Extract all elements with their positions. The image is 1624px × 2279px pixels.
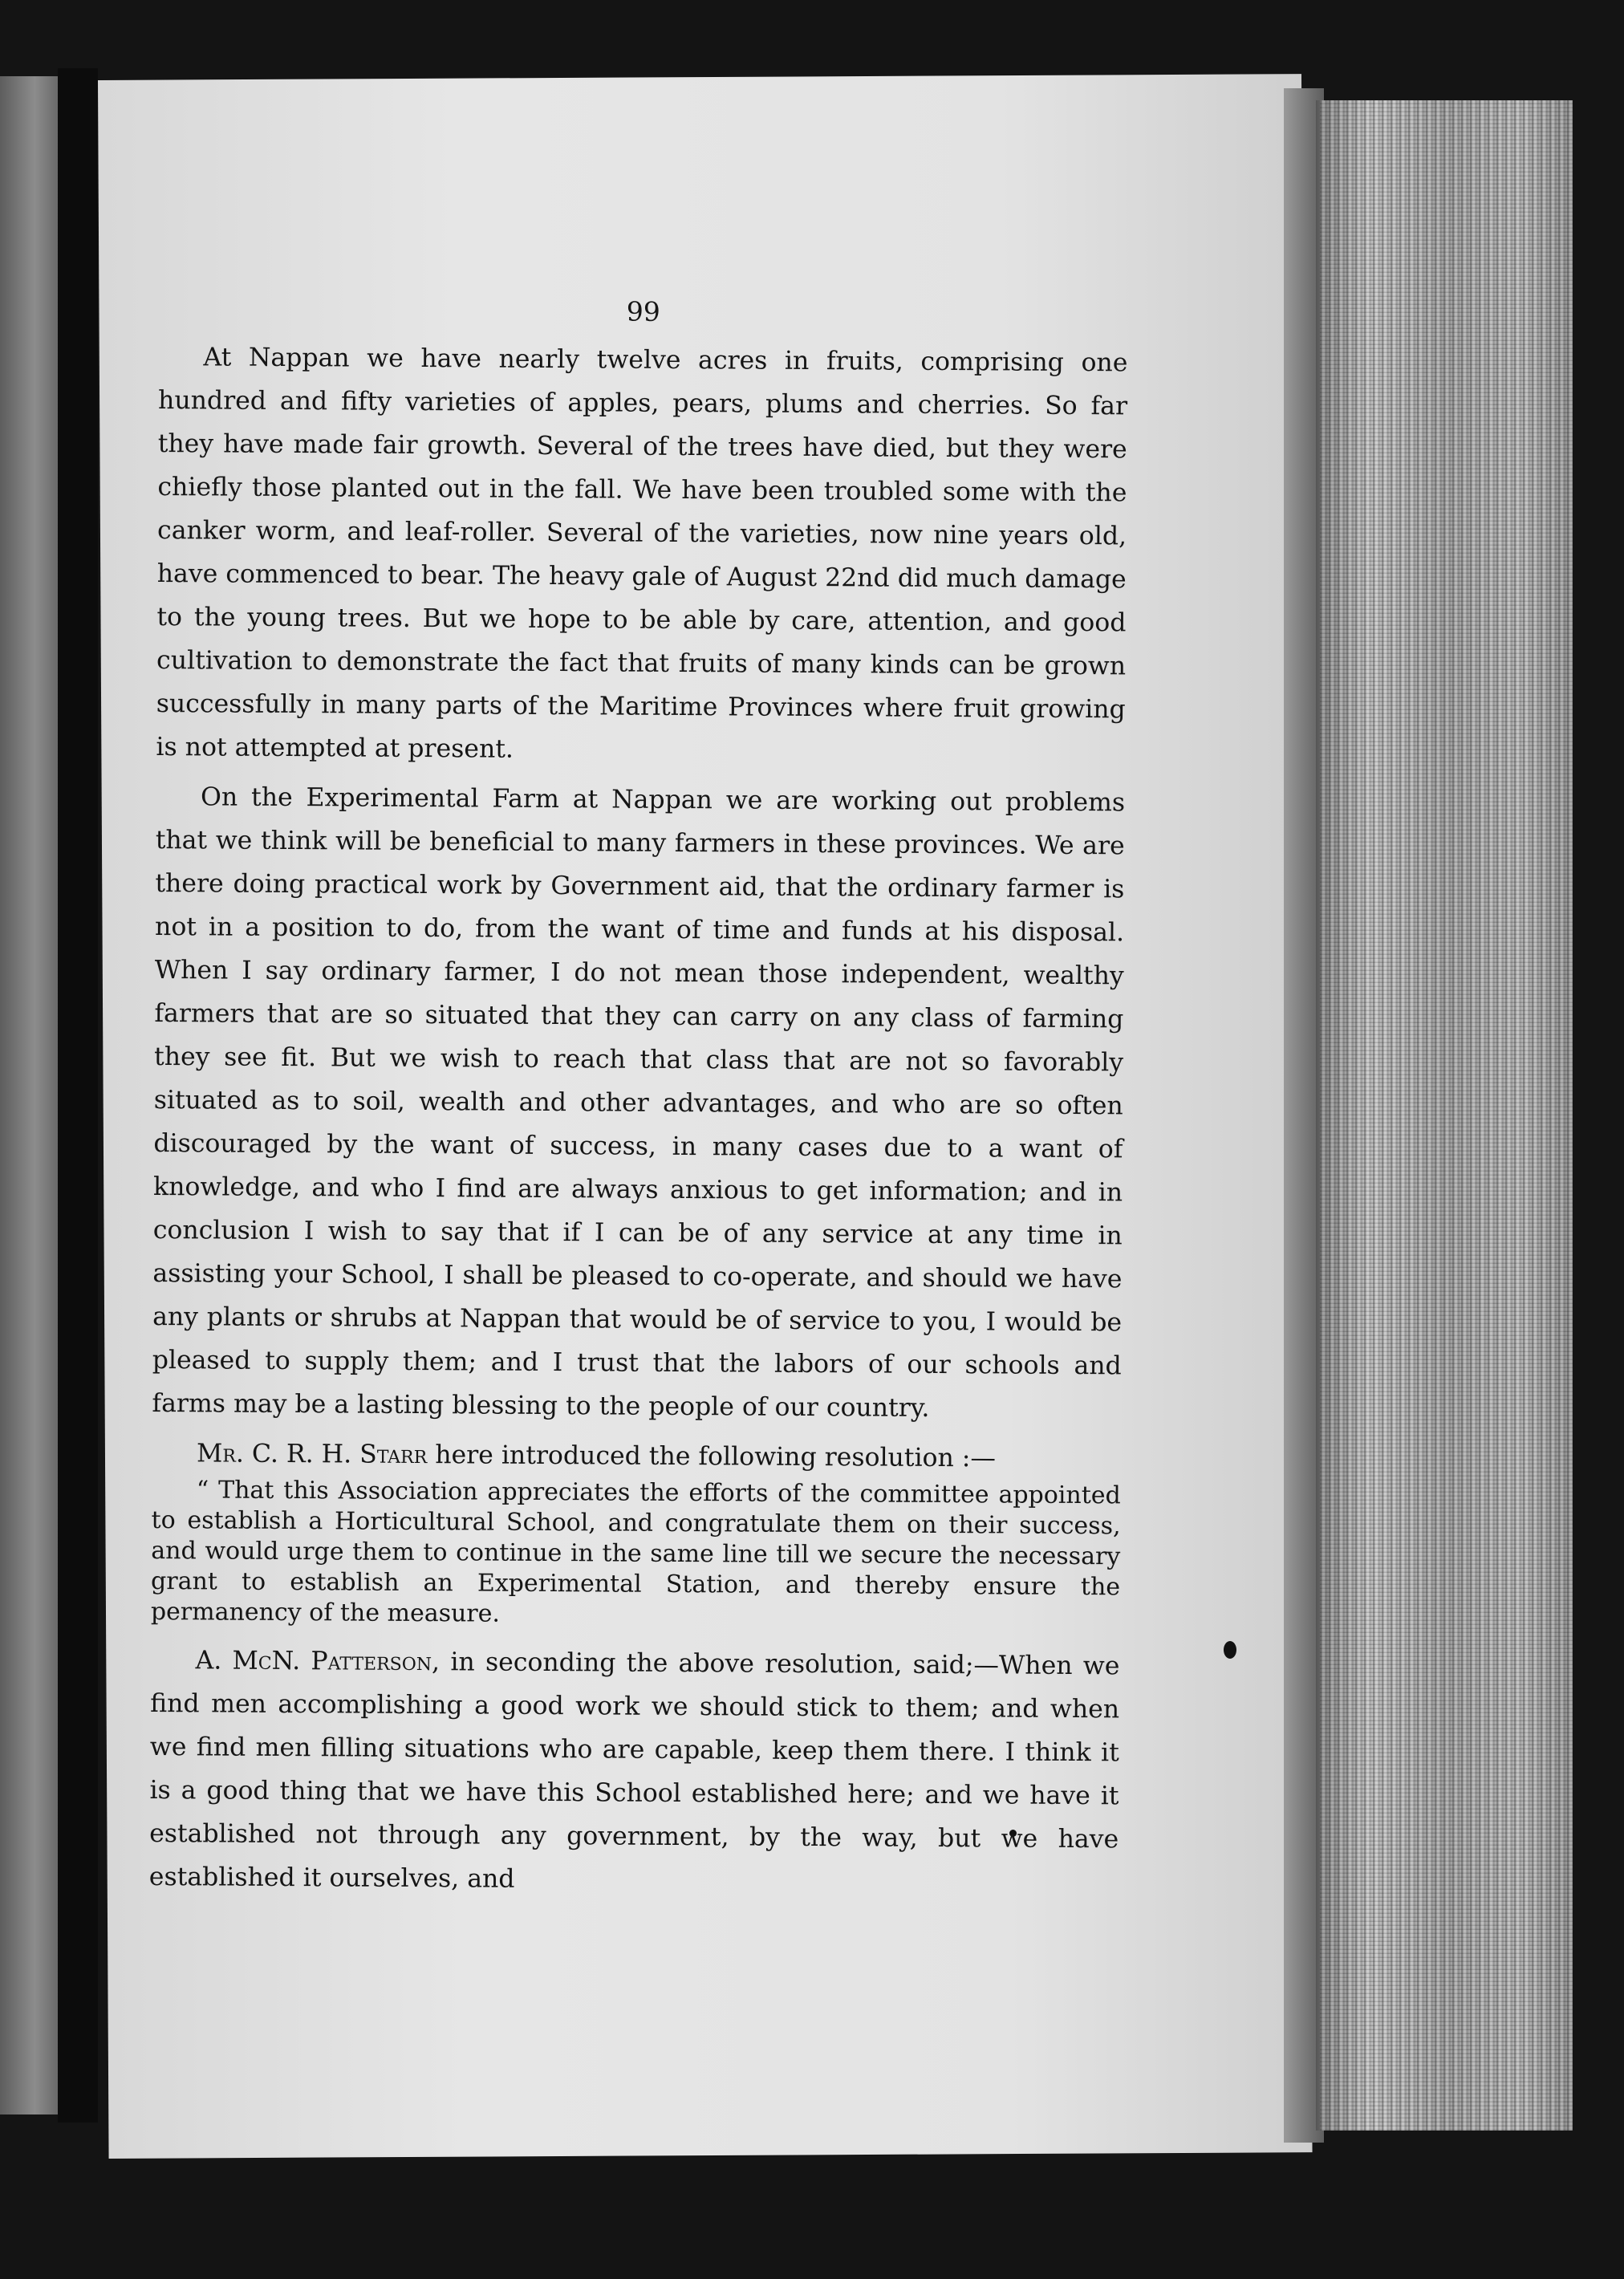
ink-speck [1224, 1641, 1236, 1659]
book-gutter [58, 68, 98, 2123]
paragraph-fruits: At Nappan we have nearly twelve acres in fruits, comprising one hundred and fifty varieties of apples, pears, plums and cherries. So far they have made fair growth. Several of the trees have died, but they were chiefly those planted out in the fall. We have been troubled some with the canker worm, and leaf-roller. Several of the varieties, now nine years old, have commenced to bear. The heavy gale of August 22nd did much damage to the young trees. But we hope to be able by care, attention, and good cultivation to demonstrate the fact that fruits of many kinds can be grown successfully in many parts of the Maritime Provinces where fruit growing is not attempted at present. [156, 343, 1128, 764]
paragraph-patterson [149, 1639, 1120, 1904]
page-text [149, 282, 1128, 1904]
paragraph-starr [152, 1432, 1121, 1481]
page-edges [1320, 100, 1573, 2131]
speaker-starr: Mr. C. R. H. Starr [196, 1439, 428, 1470]
starr-text: here introduced the following resolution :— [427, 1440, 997, 1473]
patterson-text: in seconding the above resolution, said;—When we find men accomplishing a good work we should stick to them; and when we find men filling situations who are capable, keep them there. I think it is a good thing that we have this School established here; and we have it established not through any government, by the way, but we have established it ourselves, and [148, 1647, 1120, 1894]
paragraph-experimental-farm: On the Experimental Farm at Nappan we are working out problems that we think will be beneficial to many farmers in these provinces. We are there doing practical work by Government aid, that the ordinary farmer is not in a position to do, from the want of time and funds at his disposal. When I say ordinary farmer, I do not mean those independent, wealthy farmers that are so situated that they can carry on any class of farming they see fit. But we wish to reach that class that are not so favorably situated as to soil, wealth and other advantages, and who are so often discouraged by the want of success, in many cases due to a want of knowledge, and who I find are always anxious to get information; and in conclusion I wish to say that if I can be of any service at any time in assisting your School, I shall be pleased to co-operate, and should we have any plants or shrubs at Nappan that would be of service to you, I would be pleased to supply them; and I trust that the labors of our schools and farms may be a lasting blessing to the people of our country. [152, 782, 1126, 1423]
resolution-quote: “ That this Association appreciates the efforts of the committee appointed to establish a Horticultural School, and congratulate them on their success, and would urge them to continue in the same line till we secure the necessary grant to establish an Experimental Station, and thereby ensure the permanency of the measure. [150, 1476, 1121, 1628]
previous-page-edge [0, 76, 58, 2114]
page-number: 99 [626, 295, 660, 327]
speaker-patterson: A. McN. Patterson, [195, 1646, 441, 1677]
